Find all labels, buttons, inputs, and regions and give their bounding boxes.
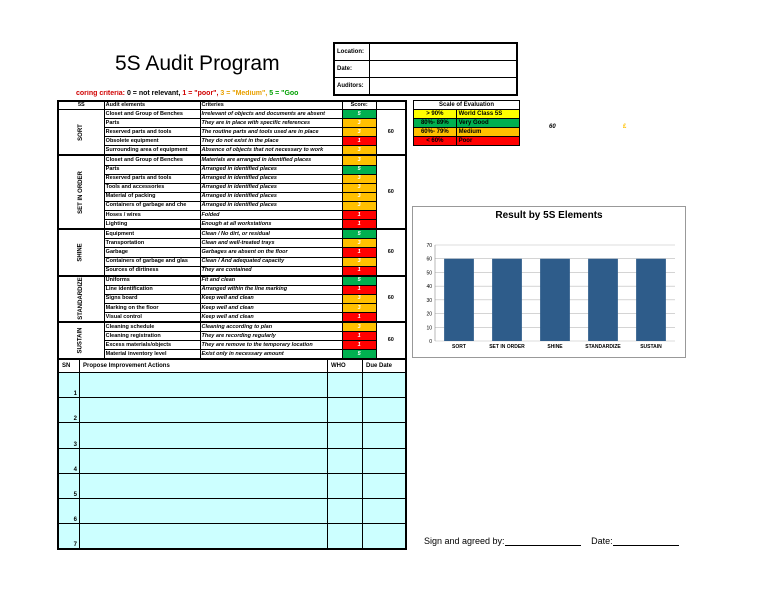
header-total [376, 101, 406, 110]
audit-row [58, 303, 406, 312]
improvement-row [58, 373, 406, 398]
improvement-sn: 5 [58, 473, 80, 498]
improvement-action-field[interactable] [80, 398, 328, 423]
audit-row [58, 332, 406, 341]
audit-element: Excess materials/objects [104, 341, 200, 350]
audit-row [58, 248, 406, 257]
audit-row [58, 174, 406, 183]
audit-criteria: Clean and well-treated trays [200, 239, 342, 248]
chart-svg [413, 207, 685, 357]
scale-row [414, 119, 520, 128]
group-total: 60 [376, 229, 406, 275]
audit-criteria: They are remove to the temporary location [200, 341, 342, 350]
audit-element: Parts [104, 119, 200, 128]
audit-element: Garbage [104, 248, 200, 257]
overall-score: 60 [549, 124, 556, 130]
improvement-row [58, 524, 406, 550]
audit-row [58, 266, 406, 276]
scale-table [413, 100, 520, 146]
sign-label: Sign and agreed by: [424, 536, 505, 546]
improvement-due-field[interactable] [363, 498, 407, 523]
category-label: SHINE [77, 243, 84, 262]
info-label: Location: [334, 43, 370, 61]
audit-criteria: Absence of objects that not necessary to work [200, 146, 342, 156]
date-label: Date: [591, 536, 613, 546]
audit-criteria: Enough at all workstations [200, 220, 342, 230]
audit-element: Parts [104, 165, 200, 174]
scale-label: Medium [456, 128, 519, 137]
audit-criteria: Clean / And adequated capacity [200, 257, 342, 266]
audit-element: Material of packing [104, 192, 200, 201]
audit-row [58, 146, 406, 156]
scale-range: 60%- 79% [414, 128, 457, 137]
score-cell[interactable]: 3 [342, 174, 376, 183]
scale-row [414, 137, 520, 146]
improvement-due-field[interactable] [363, 524, 407, 550]
y-tick-label: 70 [426, 243, 432, 249]
improvement-row [58, 448, 406, 473]
score-cell[interactable]: 1 [342, 332, 376, 341]
audit-row [58, 137, 406, 146]
bar [636, 259, 666, 341]
audit-criteria: They do not exist in the place [200, 137, 342, 146]
audit-row [58, 201, 406, 210]
score-cell[interactable]: 5 [342, 165, 376, 174]
audit-criteria: Fit and clean [200, 276, 342, 286]
score-cell[interactable]: 3 [342, 119, 376, 128]
improvement-sn: 7 [58, 524, 80, 550]
audit-row [58, 165, 406, 174]
header-5s: 5S [58, 101, 104, 110]
y-tick-label: 40 [426, 284, 432, 291]
category-cell [58, 276, 104, 322]
audit-criteria: The routine parts and tools used are in place [200, 128, 342, 137]
score-cell[interactable]: 3 [342, 155, 376, 165]
criteria-prefix: coring criteria: [76, 90, 127, 97]
info-row [334, 43, 517, 61]
x-tick-label: SUSTAIN [640, 344, 662, 350]
score-cell[interactable]: 5 [342, 110, 376, 119]
improvement-action-field[interactable] [80, 373, 328, 398]
audit-element: Transportation [104, 239, 200, 248]
score-cell[interactable]: 5 [342, 229, 376, 239]
audit-criteria: Keep well and clean [200, 294, 342, 303]
x-tick-label: SET IN ORDER [489, 344, 525, 350]
category-cell [58, 322, 104, 359]
score-cell[interactable]: 3 [342, 239, 376, 248]
audit-row [58, 313, 406, 323]
audit-row [58, 183, 406, 192]
audit-criteria: Arranged in identified places [200, 192, 342, 201]
audit-element: Equipment [104, 229, 200, 239]
signature-area [424, 536, 687, 546]
audit-criteria: Arranged in identified places [200, 174, 342, 183]
audit-element: Closet and Group of Benches [104, 110, 200, 119]
audit-row [58, 294, 406, 303]
improvement-row [58, 498, 406, 523]
audit-element: Tools and accessories [104, 183, 200, 192]
improvement-action-field[interactable] [80, 524, 328, 550]
page-title: 5S Audit Program [115, 52, 280, 75]
audit-element: Cleaning registration [104, 332, 200, 341]
category-label: SET IN ORDER [77, 171, 84, 214]
improvement-who-field[interactable] [328, 398, 363, 423]
improvement-sn: 2 [58, 398, 80, 423]
audit-criteria: Cleaning according to plan [200, 322, 342, 332]
audit-criteria: Arranged in identified places [200, 165, 342, 174]
score-cell[interactable]: 1 [342, 137, 376, 146]
audit-element: Surrounding area of equipment [104, 146, 200, 156]
audit-row [58, 229, 406, 239]
audit-row [58, 155, 406, 165]
header-elements: Audit elements [104, 101, 200, 110]
scale-range: 80%- 89% [414, 119, 457, 128]
audit-row [58, 322, 406, 332]
criteria-5: 5 = "Goo [269, 90, 299, 97]
info-value-field[interactable] [370, 61, 518, 78]
score-cell[interactable]: 5 [342, 350, 376, 360]
audit-row [58, 341, 406, 350]
audit-element: Containers of garbage and che [104, 201, 200, 210]
audit-criteria: Exist only in necessary amount [200, 350, 342, 360]
audit-row [58, 110, 406, 119]
improvement-who-field[interactable] [328, 524, 363, 550]
audit-row [58, 276, 406, 286]
score-cell[interactable]: 3 [342, 201, 376, 210]
audit-element: Reserved parts and tools [104, 174, 200, 183]
improvement-sn: 3 [58, 423, 80, 448]
improvement-due-field[interactable] [363, 448, 407, 473]
criteria-3: 3 = "Medium", [220, 90, 268, 97]
overall-mark: £ [623, 124, 627, 130]
audit-criteria: Clean / No dirt, or residual [200, 229, 342, 239]
header-score: Score: [342, 101, 376, 110]
scale-label: World Class 5S [456, 110, 519, 119]
y-tick-label: 30 [426, 297, 432, 304]
score-cell[interactable]: 1 [342, 266, 376, 276]
audit-criteria: Folded [200, 211, 342, 220]
improvement-table [57, 358, 407, 550]
audit-table [57, 100, 407, 361]
result-chart [412, 206, 686, 358]
score-cell[interactable]: 3 [342, 303, 376, 312]
improvement-due-field[interactable] [363, 373, 407, 398]
category-cell [58, 229, 104, 275]
improvement-who-field[interactable] [328, 448, 363, 473]
info-row [334, 61, 517, 78]
header-criteria: Criteries [200, 101, 342, 110]
info-row [334, 78, 517, 96]
improvement-due-field[interactable] [363, 423, 407, 448]
audit-row [58, 211, 406, 220]
scale-range: < 60% [414, 137, 457, 146]
score-cell[interactable]: 3 [342, 128, 376, 137]
scale-label: Very Good [456, 119, 519, 128]
improvement-who-field[interactable] [328, 498, 363, 523]
header-sn: SN [58, 359, 80, 373]
improvement-who-field[interactable] [328, 473, 363, 498]
info-value-field[interactable] [370, 78, 518, 96]
header-who: WHO [328, 359, 363, 373]
bar [588, 259, 618, 341]
audit-row [58, 192, 406, 201]
audit-element: Signs board [104, 294, 200, 303]
category-cell [58, 155, 104, 229]
scale-row [414, 110, 520, 119]
y-tick-label: 60 [426, 256, 432, 263]
audit-criteria: Garbages are absent on the floor [200, 248, 342, 257]
scale-label: Poor [456, 137, 519, 146]
group-total: 60 [376, 155, 406, 229]
audit-criteria: Arranged within the line marking [200, 285, 342, 294]
audit-element: Reserved parts and tools [104, 128, 200, 137]
improvement-action-field[interactable] [80, 473, 328, 498]
audit-criteria: They are recording regularly [200, 332, 342, 341]
audit-row [58, 220, 406, 230]
bar [540, 259, 570, 341]
improvement-row [58, 423, 406, 448]
audit-element: Visual control [104, 313, 200, 323]
scale-title: Scale of Evaluation [414, 101, 520, 110]
x-tick-label: SORT [452, 344, 466, 350]
score-cell[interactable]: 1 [342, 211, 376, 220]
criteria-1: 1 = "poor", [182, 90, 219, 97]
improvement-who-field[interactable] [328, 423, 363, 448]
audit-criteria: Arranged in identified places [200, 183, 342, 192]
improvement-action-field[interactable] [80, 423, 328, 448]
audit-element: Uniforms [104, 276, 200, 286]
improvement-row [58, 473, 406, 498]
score-cell[interactable]: 3 [342, 146, 376, 156]
score-cell[interactable]: 1 [342, 248, 376, 257]
y-tick-label: 50 [426, 270, 432, 277]
audit-row [58, 285, 406, 294]
improvement-action-field[interactable] [80, 498, 328, 523]
y-tick-label: 10 [426, 325, 432, 332]
score-cell[interactable]: 3 [342, 322, 376, 332]
y-tick-label: 20 [426, 311, 432, 318]
sign-line[interactable] [505, 536, 581, 546]
improvement-sn: 4 [58, 448, 80, 473]
info-label: Date: [334, 61, 370, 78]
x-tick-label: STANDARDIZE [585, 344, 621, 350]
audit-element: Hoses / wires [104, 211, 200, 220]
score-cell[interactable]: 1 [342, 313, 376, 323]
audit-element: Line identification [104, 285, 200, 294]
audit-element: Sources of dirtiness [104, 266, 200, 276]
category-label: SORT [77, 123, 84, 141]
improvement-who-field[interactable] [328, 373, 363, 398]
bar [444, 259, 474, 341]
group-total: 60 [376, 276, 406, 322]
audit-row [58, 128, 406, 137]
score-cell[interactable]: 3 [342, 257, 376, 266]
info-value-field[interactable] [370, 43, 518, 61]
x-tick-label: SHINE [547, 344, 563, 350]
score-cell[interactable]: 5 [342, 276, 376, 286]
date-line[interactable] [613, 536, 679, 546]
info-label: Auditors: [334, 78, 370, 96]
audit-criteria: Materials are arranged in identified places [200, 155, 342, 165]
scale-row [414, 128, 520, 137]
improvement-due-field[interactable] [363, 473, 407, 498]
improvement-action-field[interactable] [80, 448, 328, 473]
group-total: 60 [376, 322, 406, 359]
info-table [333, 42, 518, 96]
audit-criteria: Arranged in identified places [200, 201, 342, 210]
score-cell[interactable]: 3 [342, 183, 376, 192]
improvement-sn: 1 [58, 373, 80, 398]
audit-row [58, 119, 406, 128]
audit-row [58, 257, 406, 266]
category-label: STANDARDIZE [77, 277, 84, 321]
category-cell [58, 110, 104, 156]
score-cell[interactable]: 1 [342, 220, 376, 230]
score-cell[interactable]: 1 [342, 341, 376, 350]
audit-criteria: They are contained [200, 266, 342, 276]
scale-range: > 90% [414, 110, 457, 119]
audit-element: Containers of garbage and glas [104, 257, 200, 266]
audit-criteria: Keep well and clean [200, 303, 342, 312]
score-cell[interactable]: 1 [342, 285, 376, 294]
audit-element: Marking on the floor [104, 303, 200, 312]
category-label: SUSTAIN [77, 327, 84, 354]
audit-element: Cleaning schedule [104, 322, 200, 332]
chart-title: Result by 5S Elements [495, 210, 603, 221]
audit-criteria: They are in place with specific references [200, 119, 342, 128]
header-due: Due Date [363, 359, 407, 373]
audit-element: Closet and Group of Benches [104, 155, 200, 165]
bar [492, 259, 522, 341]
audit-row [58, 239, 406, 248]
group-total: 60 [376, 110, 406, 156]
improvement-sn: 6 [58, 498, 80, 523]
improvement-due-field[interactable] [363, 398, 407, 423]
audit-criteria: Keep well and clean [200, 313, 342, 323]
audit-element: Material inventory level [104, 350, 200, 360]
y-tick-label: 0 [429, 339, 432, 345]
score-cell[interactable]: 3 [342, 294, 376, 303]
audit-element: Obsolete equipment [104, 137, 200, 146]
criteria-0: 0 = not relevant, [126, 90, 181, 97]
header-actions: Propose Improvement Actions [80, 359, 328, 373]
audit-element: Lighting [104, 220, 200, 230]
score-cell[interactable]: 3 [342, 192, 376, 201]
audit-criteria: Irrelevant of objects and documents are absent [200, 110, 342, 119]
improvement-row [58, 398, 406, 423]
